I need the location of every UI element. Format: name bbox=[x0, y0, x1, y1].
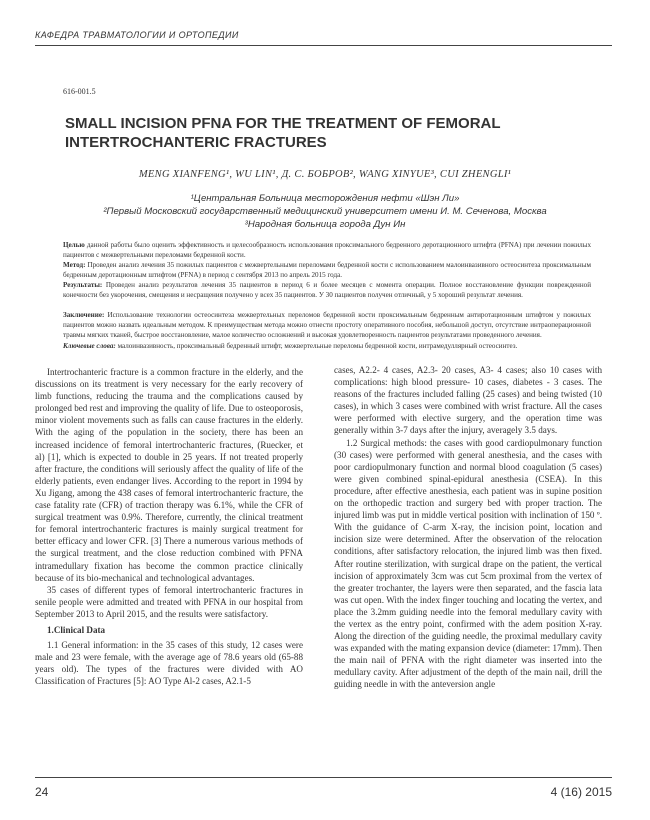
keywords-label: Ключевые слова: bbox=[63, 342, 116, 350]
abstract-method-text: Проведен анализ лечения 35 пожилых пациентов с межвертельными переломами бедренной кости с использованием малоинвазивного остеосинтеза проксимальным бедренным деротационным штифтом (PFNA) в период с сентября 2013 по апрель 2015 года. bbox=[63, 261, 591, 279]
affiliation-2: ²Первый Московский государственный медицинский университет имени И. М. Сеченова, Москва bbox=[103, 206, 547, 217]
paragraph: 35 cases of different types of femoral intertrochanteric fractures in senile people were admitted and treated with PFNA in our hospital from September 2013 to April 2015, and the results were satisfactory. bbox=[35, 584, 303, 619]
abstract-aim-text: данной работы было оценить эффективность и целесообразность использования проксимального бедренного деротационного штифта (PFNA) при лечении пожилых пациентов с межвертельными переломами бедренной кости. bbox=[63, 241, 591, 259]
abstract-results-label: Результаты: bbox=[63, 281, 103, 289]
paragraph: Intertrochanteric fracture is a common fracture in the elderly, and the discussions on its treatment is very necessary for the early recovery of limb functions, reducing the trauma and the complications caused by prolonged bed rest and improving the quality of life. Due to osteoporosis, minor violent movements such as falls can cause fractures in the elderly. With the aging of the population in the society, there has been an increased incidence of femoral intertrochanteric fractures, (Ruecker, et al) [1], which is expected to double in 25 years. If not treated properly after fracture, the conditions will seriously affect the quality of life of the elderly patients, even endanger lives. According to the report in 1994 by Xu Jigang, among the 438 cases of femoral intertrochanteric fracture, the case fatality rate (CFR) of traction therapy was 6.1%, while the CFR of surgical treatment was 0.9%. Therefore, currently, the clinical treatment for femoral intertrochanteric fractures is mainly surgical treatment for better efficacy and lower CFR. [3] There a numerous various methods of the surgical treatment, and the close reduction combined with PFNA intramedullary fixation has become the common practice clinically because of its bio-mechanical and technological advantages. bbox=[35, 367, 303, 583]
paragraph: 1.1 General information: in the 35 cases of this study, 12 cases were male and 23 were female, with the average age of 78.6 years old (65-88 years old). The types of the fractures were divided with AO Classification of Fractures [5]: AO Type Al-2 cases, A2.1-5 bbox=[35, 640, 303, 687]
article-title bbox=[65, 114, 585, 152]
abstract-conclusion-label: Заключение: bbox=[63, 311, 105, 319]
page-number: 24 bbox=[35, 785, 49, 799]
section-heading: 1.Clinical Data bbox=[47, 624, 106, 635]
abstract-results bbox=[63, 280, 591, 300]
affiliation-3: ³Народная больница города Дун Ин bbox=[244, 219, 406, 230]
left-column bbox=[35, 366, 303, 687]
abstract-results-text: Проведен анализ результатов лечения 35 пациентов в период 6 и более месяцев с момента операции. Полное восстановление функции поврежденной конечности без укорочения, смещения и несращения получено у всех 35 пациентов. У 30 пациентов получен отличный, у 5 хороший результат лечения. bbox=[63, 281, 591, 299]
paragraph: cases, A2.2- 4 cases, A2.3- 20 cases, A3- 4 cases; also 10 cases with complications: high blood pressure- 10 cases, diabetes - 3 cases. The reasons of the fractures included falling (25 cases) and being twisted (10 cases), in which 3 cases were combined with wrist fracture. All the cases were performed with elective surgery, and the operation time was generally within 3-7 days after the injury, averagely 3.5 days. bbox=[334, 365, 602, 436]
footer-divider bbox=[35, 777, 612, 778]
abstract-method-label: Метод: bbox=[63, 261, 86, 269]
paragraph: 1.2 Surgical methods: the cases with good cardiopulmonary function (30 cases) were performed with general anesthesia, and the cases with poor cardiopulmonary function and normal blood coagulation (5 cases) were given combined spinal-epidural anesthesia (CSEA). In this procedure, after effective anesthesia, each patient was in supine position on the orthopedic traction and surgery bed with proper traction. The injured limb was put in middle vertical position with inclination of 150 º. With the guidance of C-arm X-ray, the incision point, location and incision size were determined. After the observation of the relocation conditions, after satisfactory relocation, the injured limb was then fixed. After routine sterilization, with surgical drape on the patient, the vertical incision of approximately 3cm was cut 5cm proximal from the vertex of the greater trochanter, the layers were then separated, and the fascia lata was cut open. With the index finger touching and locating the vertex, and place the 3.2mm guiding needle into the femoral medullary cavity with the vertex as the entry point, confirmed with the adem position X-ray. Along the direction of the guiding needle, the proximal medullary cavity was expanded with the mating expansion device (diameter: 17mm). Then the main nail of PFNA with the right diameter was inserted into the medullary cavity. After adjustment of the depth of the main nail, drill the guiding needle in with the anteversion angle bbox=[334, 437, 602, 690]
right-column bbox=[334, 364, 602, 691]
abstract-method bbox=[63, 260, 591, 280]
abstract-conclusion bbox=[63, 310, 591, 340]
abstract-aim-label: Целью bbox=[63, 241, 85, 249]
header-divider bbox=[35, 45, 612, 46]
title-line-2: INTERTROCHANTERIC FRACTURES bbox=[65, 134, 327, 151]
keywords-text: малоинвазивность, проксимальный бедренный штифт, межвертельные переломы бедренной кости, интрамедуллярный остеосинтез. bbox=[115, 342, 518, 350]
journal-section-header: КАФЕДРА ТРАВМАТОЛОГИИ И ОРТОПЕДИИ bbox=[35, 30, 239, 40]
authors: MENG XIANFENG¹, WU LIN¹, Д. С. БОБРОВ², WANG XINYUE³, CUI ZHENGLI¹ bbox=[138, 169, 512, 180]
abstract-conclusion-text: Использование технологии остеосинтеза межвертельных переломов бедренной кости проксимальным бедренным антиротационным штифтом у пожилых пациентов можно назвать идеальным методом. К преимуществам метода можно отнести простоту оперативного пособия, небольшой доступ, отсутствие интраоперационной травмы мягких тканей, быстрое восстановление, малое количество осложнений и высокая удовлетворенность пациентов результатами проведенного лечения. bbox=[63, 311, 591, 339]
abstract-aim bbox=[63, 240, 591, 260]
issue-number: 4 (16) 2015 bbox=[550, 785, 612, 799]
affiliation-1: ¹Центральная Больница месторождения нефти «Шэн Ли» bbox=[190, 193, 460, 204]
udc-code: 616-001.5 bbox=[63, 87, 96, 96]
title-line-1: SMALL INCISION PFNA FOR THE TREATMENT OF FEMORAL bbox=[65, 115, 501, 132]
abstract-keywords bbox=[63, 341, 591, 351]
